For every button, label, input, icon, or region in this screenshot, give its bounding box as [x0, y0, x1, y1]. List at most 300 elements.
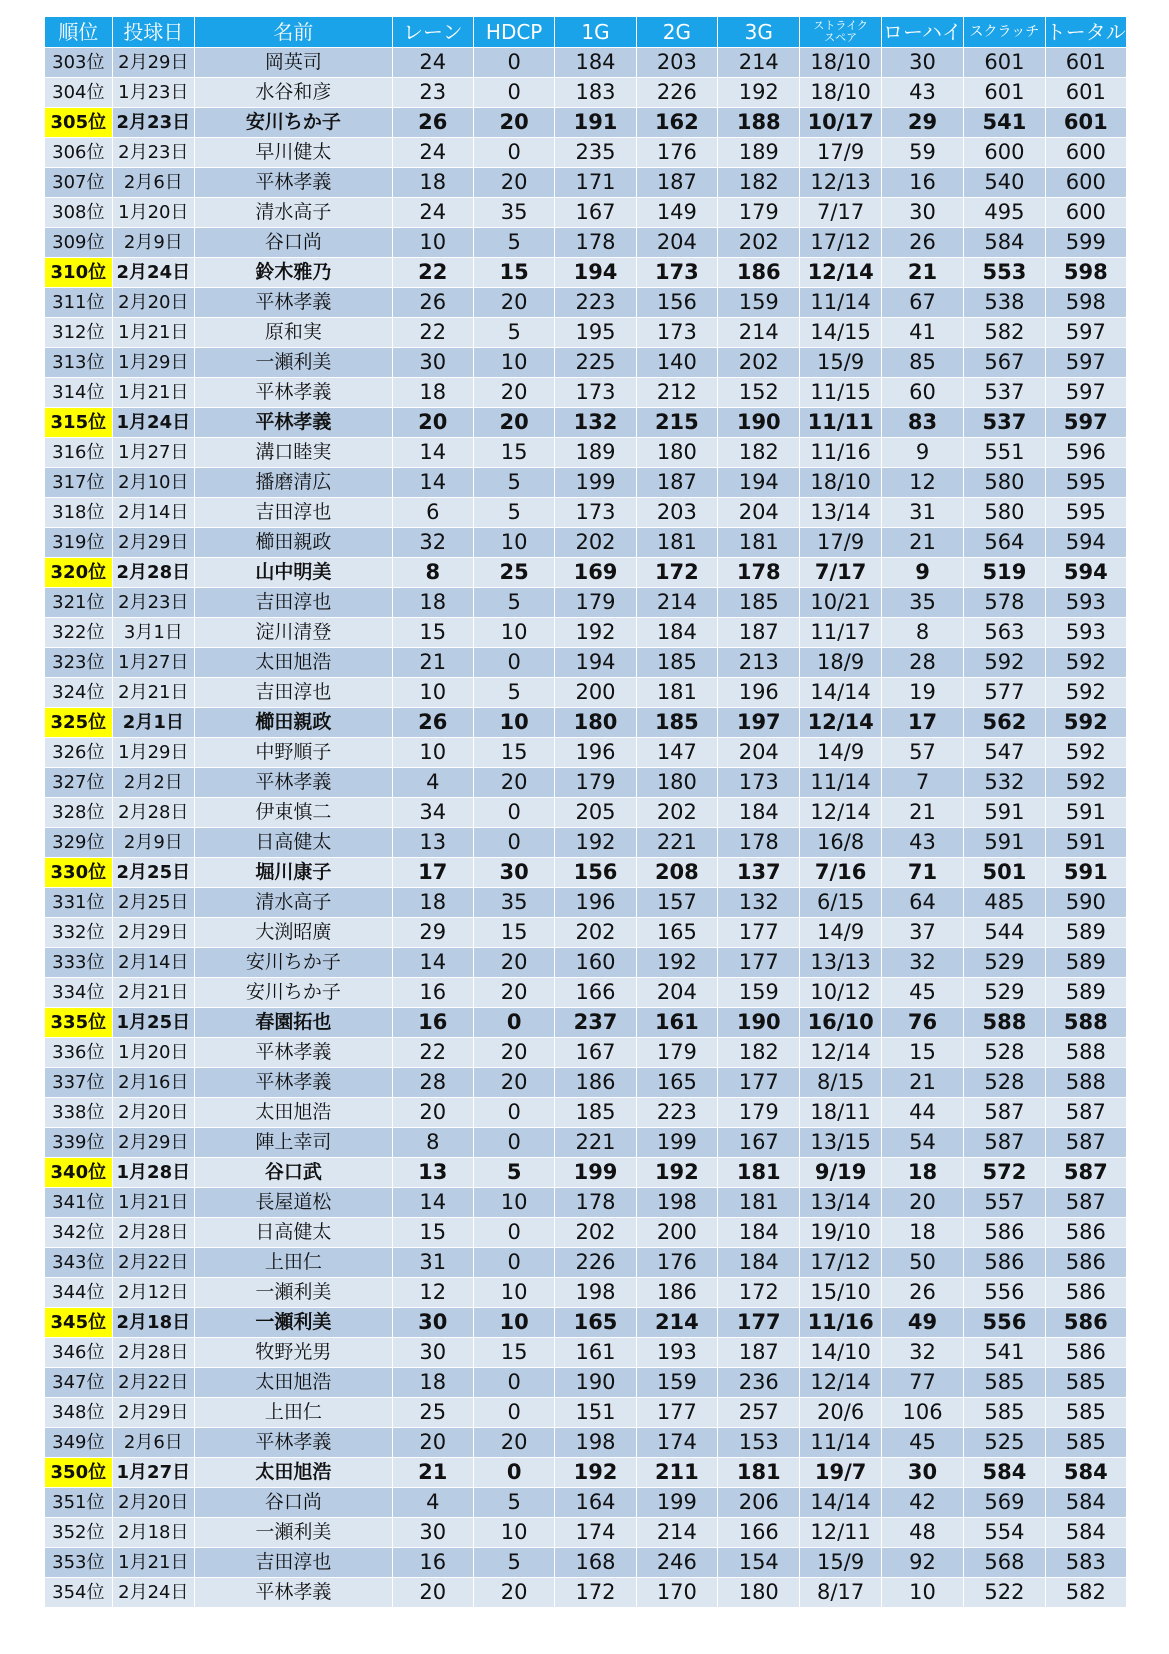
lane-cell: 28	[392, 1068, 473, 1098]
strike-spare-cell: 8/15	[800, 1068, 881, 1098]
hdcp-cell: 5	[473, 228, 554, 258]
game2-score-cell: 159	[636, 1368, 717, 1398]
scratch-cell: 485	[964, 888, 1045, 918]
game3-score-cell: 202	[718, 228, 800, 258]
table-row	[45, 1398, 1127, 1428]
game3-score-cell: 214	[718, 318, 800, 348]
date-cell: 1月21日	[112, 378, 194, 408]
table-row	[45, 78, 1127, 108]
game2-score-cell: 214	[636, 1308, 717, 1338]
hdcp-cell: 0	[473, 138, 554, 168]
strike-spare-cell: 17/12	[800, 228, 881, 258]
game1-score-cell: 191	[555, 108, 636, 138]
lane-cell: 22	[392, 318, 473, 348]
lowhigh-cell: 67	[881, 288, 963, 318]
col-header-date: 投球日	[112, 17, 194, 48]
game1-score-cell: 196	[555, 738, 636, 768]
game1-score-cell: 192	[555, 1458, 636, 1488]
scratch-cell: 551	[964, 438, 1045, 468]
total-cell: 594	[1045, 528, 1126, 558]
name-cell: 大渕昭廣	[195, 918, 393, 948]
name-cell: 平林孝義	[195, 1038, 393, 1068]
name-cell: 原和実	[195, 318, 393, 348]
hdcp-cell: 5	[473, 498, 554, 528]
rank-cell: 342位	[45, 1218, 113, 1248]
table-row	[45, 618, 1127, 648]
game3-score-cell: 182	[718, 1038, 800, 1068]
game3-score-cell: 196	[718, 678, 800, 708]
hdcp-cell: 5	[473, 318, 554, 348]
hdcp-cell: 15	[473, 738, 554, 768]
table-row	[45, 438, 1127, 468]
name-cell: 谷口武	[195, 1158, 393, 1188]
lane-cell: 4	[392, 768, 473, 798]
lowhigh-cell: 30	[881, 48, 963, 78]
hdcp-cell: 0	[473, 1398, 554, 1428]
game3-score-cell: 184	[718, 798, 800, 828]
date-cell: 2月18日	[112, 1308, 194, 1338]
game2-score-cell: 204	[636, 228, 717, 258]
table-row	[45, 288, 1127, 318]
lane-cell: 20	[392, 1578, 473, 1608]
game3-score-cell: 213	[718, 648, 800, 678]
game2-score-cell: 161	[636, 1008, 717, 1038]
strike-spare-cell: 11/15	[800, 378, 881, 408]
lowhigh-cell: 18	[881, 1218, 963, 1248]
scratch-cell: 522	[964, 1578, 1045, 1608]
table-row	[45, 918, 1127, 948]
game2-score-cell: 221	[636, 828, 717, 858]
scratch-cell: 568	[964, 1548, 1045, 1578]
col-header-scratch: スクラッチ	[964, 17, 1045, 48]
hdcp-cell: 5	[473, 1548, 554, 1578]
total-cell: 600	[1045, 168, 1126, 198]
scratch-cell: 529	[964, 948, 1045, 978]
game2-score-cell: 157	[636, 888, 717, 918]
total-cell: 589	[1045, 978, 1126, 1008]
lane-cell: 18	[392, 1368, 473, 1398]
game3-score-cell: 172	[718, 1278, 800, 1308]
hdcp-cell: 5	[473, 468, 554, 498]
game1-score-cell: 165	[555, 1308, 636, 1338]
name-cell: 堀川康子	[195, 858, 393, 888]
table-row	[45, 378, 1127, 408]
rank-cell: 305位	[45, 108, 113, 138]
game3-score-cell: 180	[718, 1578, 800, 1608]
game3-score-cell: 189	[718, 138, 800, 168]
game2-score-cell: 208	[636, 858, 717, 888]
name-cell: 太田旭浩	[195, 1458, 393, 1488]
rank-cell: 352位	[45, 1518, 113, 1548]
game2-score-cell: 162	[636, 108, 717, 138]
lowhigh-cell: 31	[881, 498, 963, 528]
strike-spare-cell: 11/17	[800, 618, 881, 648]
lane-cell: 21	[392, 1458, 473, 1488]
table-row	[45, 648, 1127, 678]
scratch-cell: 540	[964, 168, 1045, 198]
lowhigh-cell: 77	[881, 1368, 963, 1398]
col-header-spare-label: スペア	[824, 31, 858, 44]
lane-cell: 22	[392, 1038, 473, 1068]
name-cell: 牧野光男	[195, 1338, 393, 1368]
name-cell: 谷口尚	[195, 1488, 393, 1518]
table-row	[45, 798, 1127, 828]
game2-score-cell: 246	[636, 1548, 717, 1578]
game2-score-cell: 214	[636, 1518, 717, 1548]
game3-score-cell: 182	[718, 438, 800, 468]
lowhigh-cell: 20	[881, 1188, 963, 1218]
game1-score-cell: 194	[555, 648, 636, 678]
game2-score-cell: 174	[636, 1428, 717, 1458]
table-row	[45, 228, 1127, 258]
scratch-cell: 553	[964, 258, 1045, 288]
lane-cell: 34	[392, 798, 473, 828]
strike-spare-cell: 11/11	[800, 408, 881, 438]
table-row	[45, 138, 1127, 168]
hdcp-cell: 35	[473, 888, 554, 918]
scratch-cell: 584	[964, 228, 1045, 258]
date-cell: 2月22日	[112, 1248, 194, 1278]
lane-cell: 17	[392, 858, 473, 888]
game1-score-cell: 192	[555, 618, 636, 648]
lane-cell: 23	[392, 78, 473, 108]
total-cell: 587	[1045, 1158, 1126, 1188]
scratch-cell: 557	[964, 1188, 1045, 1218]
name-cell: 水谷和彦	[195, 78, 393, 108]
game3-score-cell: 184	[718, 1248, 800, 1278]
lane-cell: 24	[392, 198, 473, 228]
strike-spare-cell: 13/14	[800, 498, 881, 528]
name-cell: 清水高子	[195, 888, 393, 918]
strike-spare-cell: 10/21	[800, 588, 881, 618]
game2-score-cell: 192	[636, 948, 717, 978]
scratch-cell: 537	[964, 408, 1045, 438]
game3-score-cell: 152	[718, 378, 800, 408]
rank-cell: 341位	[45, 1188, 113, 1218]
rank-cell: 306位	[45, 138, 113, 168]
hdcp-cell: 15	[473, 1338, 554, 1368]
hdcp-cell: 0	[473, 1458, 554, 1488]
hdcp-cell: 35	[473, 198, 554, 228]
game2-score-cell: 181	[636, 528, 717, 558]
lane-cell: 4	[392, 1488, 473, 1518]
game1-score-cell: 185	[555, 1098, 636, 1128]
rank-cell: 315位	[45, 408, 113, 438]
lane-cell: 30	[392, 348, 473, 378]
strike-spare-cell: 7/16	[800, 858, 881, 888]
game1-score-cell: 194	[555, 258, 636, 288]
game1-score-cell: 221	[555, 1128, 636, 1158]
rank-cell: 316位	[45, 438, 113, 468]
scratch-cell: 587	[964, 1098, 1045, 1128]
hdcp-cell: 0	[473, 1248, 554, 1278]
name-cell: 吉田淳也	[195, 1548, 393, 1578]
name-cell: 吉田淳也	[195, 678, 393, 708]
name-cell: 平林孝義	[195, 288, 393, 318]
game3-score-cell: 159	[718, 288, 800, 318]
game2-score-cell: 176	[636, 1248, 717, 1278]
date-cell: 2月25日	[112, 888, 194, 918]
lane-cell: 25	[392, 1398, 473, 1428]
rank-cell: 354位	[45, 1578, 113, 1608]
lowhigh-cell: 26	[881, 1278, 963, 1308]
lane-cell: 21	[392, 648, 473, 678]
total-cell: 586	[1045, 1218, 1126, 1248]
total-cell: 596	[1045, 438, 1126, 468]
table-row	[45, 528, 1127, 558]
date-cell: 2月29日	[112, 1398, 194, 1428]
lane-cell: 14	[392, 468, 473, 498]
strike-spare-cell: 20/6	[800, 1398, 881, 1428]
lowhigh-cell: 42	[881, 1488, 963, 1518]
name-cell: 平林孝義	[195, 408, 393, 438]
hdcp-cell: 15	[473, 438, 554, 468]
game1-score-cell: 198	[555, 1428, 636, 1458]
total-cell: 597	[1045, 318, 1126, 348]
game3-score-cell: 154	[718, 1548, 800, 1578]
hdcp-cell: 20	[473, 168, 554, 198]
lowhigh-cell: 54	[881, 1128, 963, 1158]
hdcp-cell: 20	[473, 978, 554, 1008]
total-cell: 588	[1045, 1068, 1126, 1098]
name-cell: 上田仁	[195, 1248, 393, 1278]
lowhigh-cell: 8	[881, 618, 963, 648]
hdcp-cell: 0	[473, 1128, 554, 1158]
col-header-game2: 2G	[636, 17, 717, 48]
date-cell: 2月2日	[112, 768, 194, 798]
hdcp-cell: 10	[473, 708, 554, 738]
lowhigh-cell: 21	[881, 258, 963, 288]
rank-cell: 327位	[45, 768, 113, 798]
name-cell: 春園拓也	[195, 1008, 393, 1038]
date-cell: 2月25日	[112, 858, 194, 888]
strike-spare-cell: 15/9	[800, 348, 881, 378]
game1-score-cell: 186	[555, 1068, 636, 1098]
rank-cell: 337位	[45, 1068, 113, 1098]
total-cell: 584	[1045, 1518, 1126, 1548]
game2-score-cell: 187	[636, 168, 717, 198]
total-cell: 591	[1045, 798, 1126, 828]
lowhigh-cell: 12	[881, 468, 963, 498]
rank-cell: 326位	[45, 738, 113, 768]
scratch-cell: 582	[964, 318, 1045, 348]
game1-score-cell: 167	[555, 198, 636, 228]
strike-spare-cell: 13/14	[800, 1188, 881, 1218]
lowhigh-cell: 26	[881, 228, 963, 258]
game1-score-cell: 196	[555, 888, 636, 918]
game2-score-cell: 223	[636, 1098, 717, 1128]
scratch-cell: 592	[964, 648, 1045, 678]
game3-score-cell: 178	[718, 828, 800, 858]
date-cell: 1月27日	[112, 1458, 194, 1488]
lowhigh-cell: 29	[881, 108, 963, 138]
hdcp-cell: 0	[473, 1008, 554, 1038]
table-row	[45, 48, 1127, 78]
lowhigh-cell: 41	[881, 318, 963, 348]
hdcp-cell: 30	[473, 858, 554, 888]
game2-score-cell: 179	[636, 1038, 717, 1068]
game1-score-cell: 171	[555, 168, 636, 198]
game1-score-cell: 223	[555, 288, 636, 318]
game3-score-cell: 181	[718, 1458, 800, 1488]
strike-spare-cell: 10/12	[800, 978, 881, 1008]
rank-cell: 331位	[45, 888, 113, 918]
date-cell: 2月20日	[112, 1098, 194, 1128]
game1-score-cell: 195	[555, 318, 636, 348]
lane-cell: 20	[392, 408, 473, 438]
strike-spare-cell: 12/14	[800, 258, 881, 288]
table-row	[45, 1188, 1127, 1218]
game3-score-cell: 204	[718, 738, 800, 768]
name-cell: 清水高子	[195, 198, 393, 228]
ranking-table	[44, 16, 1127, 1608]
name-cell: 中野順子	[195, 738, 393, 768]
game3-score-cell: 177	[718, 948, 800, 978]
total-cell: 598	[1045, 288, 1126, 318]
strike-spare-cell: 13/13	[800, 948, 881, 978]
game1-score-cell: 198	[555, 1278, 636, 1308]
name-cell: 太田旭浩	[195, 648, 393, 678]
game2-score-cell: 185	[636, 648, 717, 678]
col-header-total: トータル	[1045, 17, 1126, 48]
table-row	[45, 498, 1127, 528]
name-cell: 長屋道松	[195, 1188, 393, 1218]
game2-score-cell: 156	[636, 288, 717, 318]
lane-cell: 14	[392, 438, 473, 468]
game3-score-cell: 179	[718, 1098, 800, 1128]
game1-score-cell: 173	[555, 378, 636, 408]
strike-spare-cell: 18/9	[800, 648, 881, 678]
total-cell: 590	[1045, 888, 1126, 918]
name-cell: 上田仁	[195, 1398, 393, 1428]
hdcp-cell: 5	[473, 1158, 554, 1188]
hdcp-cell: 10	[473, 618, 554, 648]
lowhigh-cell: 76	[881, 1008, 963, 1038]
hdcp-cell: 10	[473, 348, 554, 378]
rank-cell: 348位	[45, 1398, 113, 1428]
rank-cell: 347位	[45, 1368, 113, 1398]
lane-cell: 24	[392, 48, 473, 78]
total-cell: 600	[1045, 138, 1126, 168]
date-cell: 2月12日	[112, 1278, 194, 1308]
lane-cell: 10	[392, 738, 473, 768]
rank-cell: 346位	[45, 1338, 113, 1368]
game3-score-cell: 206	[718, 1488, 800, 1518]
date-cell: 2月21日	[112, 978, 194, 1008]
game2-score-cell: 203	[636, 48, 717, 78]
col-header-lowhigh: ローハイ	[881, 17, 963, 48]
col-header-lane: レーン	[392, 17, 473, 48]
name-cell: 吉田淳也	[195, 498, 393, 528]
game1-score-cell: 200	[555, 678, 636, 708]
col-header-strike-spare	[800, 17, 881, 48]
table-row	[45, 1278, 1127, 1308]
date-cell: 2月22日	[112, 1368, 194, 1398]
col-header-strike-label: ストライク	[813, 19, 868, 32]
game1-score-cell: 178	[555, 1188, 636, 1218]
hdcp-cell: 20	[473, 378, 554, 408]
date-cell: 2月9日	[112, 828, 194, 858]
game2-score-cell: 226	[636, 78, 717, 108]
game2-score-cell: 176	[636, 138, 717, 168]
rank-cell: 317位	[45, 468, 113, 498]
rank-cell: 351位	[45, 1488, 113, 1518]
rank-cell: 310位	[45, 258, 113, 288]
rank-cell: 320位	[45, 558, 113, 588]
strike-spare-cell: 17/9	[800, 138, 881, 168]
strike-spare-cell: 15/10	[800, 1278, 881, 1308]
total-cell: 592	[1045, 738, 1126, 768]
rank-cell: 321位	[45, 588, 113, 618]
hdcp-cell: 0	[473, 828, 554, 858]
total-cell: 587	[1045, 1098, 1126, 1128]
strike-spare-cell: 15/9	[800, 1548, 881, 1578]
game2-score-cell: 192	[636, 1158, 717, 1188]
scratch-cell: 588	[964, 1008, 1045, 1038]
table-row	[45, 678, 1127, 708]
hdcp-cell: 20	[473, 1428, 554, 1458]
game1-score-cell: 237	[555, 1008, 636, 1038]
date-cell: 1月29日	[112, 348, 194, 378]
strike-spare-cell: 16/10	[800, 1008, 881, 1038]
strike-spare-cell: 14/15	[800, 318, 881, 348]
date-cell: 2月23日	[112, 138, 194, 168]
hdcp-cell: 0	[473, 648, 554, 678]
game3-score-cell: 177	[718, 1308, 800, 1338]
game2-score-cell: 198	[636, 1188, 717, 1218]
game2-score-cell: 173	[636, 258, 717, 288]
game1-score-cell: 161	[555, 1338, 636, 1368]
strike-spare-cell: 10/17	[800, 108, 881, 138]
table-row	[45, 858, 1127, 888]
scratch-cell: 525	[964, 1428, 1045, 1458]
game1-score-cell: 164	[555, 1488, 636, 1518]
strike-spare-cell: 12/13	[800, 168, 881, 198]
lowhigh-cell: 50	[881, 1248, 963, 1278]
total-cell: 593	[1045, 588, 1126, 618]
table-row	[45, 1218, 1127, 1248]
game3-score-cell: 185	[718, 588, 800, 618]
lowhigh-cell: 21	[881, 798, 963, 828]
lowhigh-cell: 71	[881, 858, 963, 888]
scratch-cell: 601	[964, 78, 1045, 108]
name-cell: 吉田淳也	[195, 588, 393, 618]
lowhigh-cell: 9	[881, 438, 963, 468]
date-cell: 2月20日	[112, 1488, 194, 1518]
lowhigh-cell: 32	[881, 948, 963, 978]
strike-spare-cell: 19/7	[800, 1458, 881, 1488]
game1-score-cell: 235	[555, 138, 636, 168]
name-cell: 平林孝義	[195, 1578, 393, 1608]
name-cell: 一瀬利美	[195, 348, 393, 378]
table-row	[45, 108, 1127, 138]
game3-score-cell: 187	[718, 1338, 800, 1368]
lane-cell: 16	[392, 978, 473, 1008]
strike-spare-cell: 7/17	[800, 558, 881, 588]
table-row	[45, 708, 1127, 738]
lane-cell: 15	[392, 618, 473, 648]
game3-score-cell: 186	[718, 258, 800, 288]
total-cell: 588	[1045, 1038, 1126, 1068]
hdcp-cell: 20	[473, 768, 554, 798]
rank-cell: 333位	[45, 948, 113, 978]
scratch-cell: 591	[964, 798, 1045, 828]
name-cell: 岡英司	[195, 48, 393, 78]
game1-score-cell: 199	[555, 1158, 636, 1188]
scratch-cell: 532	[964, 768, 1045, 798]
table-row	[45, 1338, 1127, 1368]
game3-score-cell: 177	[718, 1068, 800, 1098]
